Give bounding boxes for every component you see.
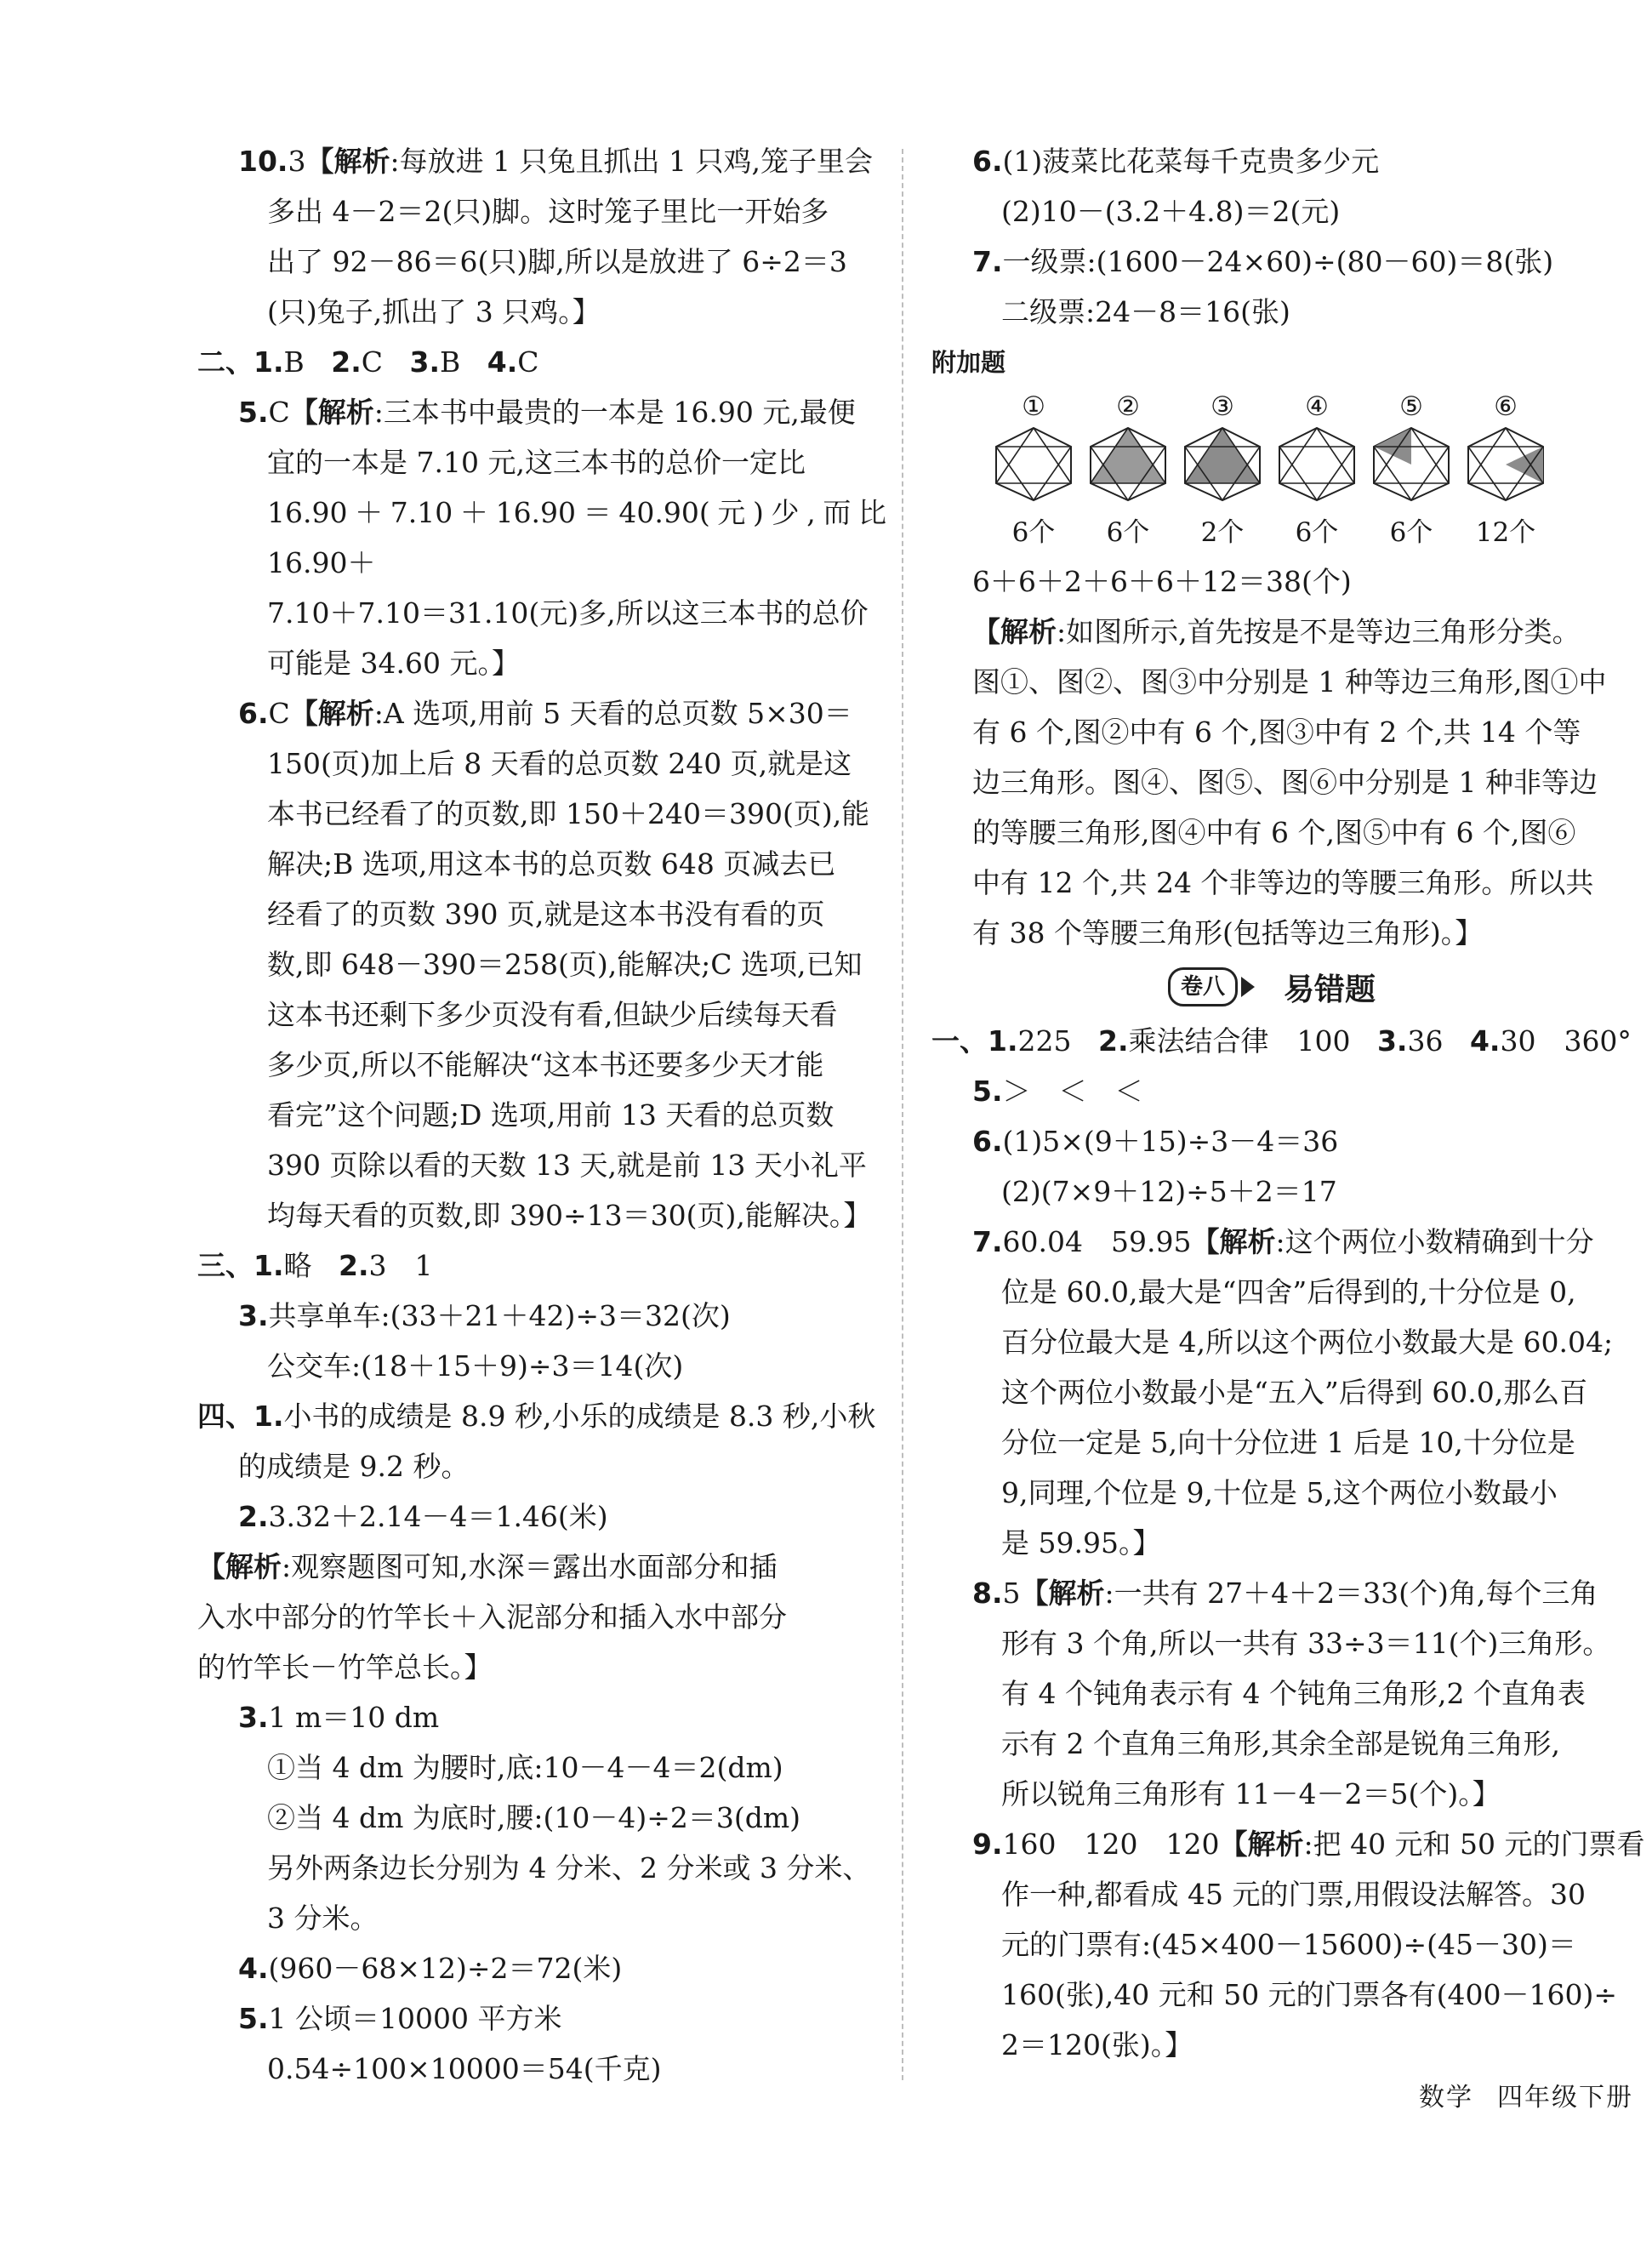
figure-number: ⑤ bbox=[1399, 391, 1423, 422]
answers-part-1: 一、1.225 2.乘法结合律 100 3.36 4.30 360° bbox=[931, 1024, 1632, 1058]
figure-number: ① bbox=[1022, 391, 1045, 422]
answer-1-8: 8.5【解析:一共有 27＋4＋2＝33(个)角,每个三角 形有 3 个角,所以一共有 33÷3＝11(个)三角形。 有 4 个钝角表示有 4 个钝角三角形,2 个直角表 示有 2 个直角三角形,其余全部是锐角三角形, 所以锐角三角形有 11－4－2＝5(个)。】 bbox=[972, 1577, 1611, 1810]
figure-number: ② bbox=[1116, 391, 1140, 422]
hexagon-figure-4 bbox=[1274, 388, 1359, 556]
answer-4-3: 3.1 m＝10 dm ①当 4 dm 为腰时,底:10－4－4＝2(dm) ②当 4 dm 为底时,腰:(10－4)÷2＝3(dm) 另外两条边长分别为 4 分米、2 分米或 3 分米、 3 分米。 bbox=[238, 1701, 871, 1935]
arrow-icon bbox=[1241, 977, 1255, 997]
triangle-count: 2个 bbox=[1200, 517, 1245, 548]
triangle-count: 6个 bbox=[1106, 517, 1150, 548]
extra-explanation: 【解析:如图所示,首先按是不是等边三角形分类。 图①、图②、图③中分别是 1 种等边三角形,图①中 有 6 个,图②中有 6 个,图③中有 2 个,共 14 个等 边三角形。图④、图⑤、图⑥中分别是 1 种非等边 的等腰三角形,图④中有 6 个,图⑤中有 6 个,图⑥ 中有 12 个,共 24 个非等边的等腰三角形。所以共 有 38 个等腰三角形(包括等边三角形)。】 bbox=[972, 615, 1607, 949]
section-header bbox=[897, 958, 1646, 1016]
hexagon-diagram bbox=[1463, 425, 1548, 502]
answer-7: 7.一级票:(1600－24×60)÷(80－60)＝8(张) 二级票:24－8＝16(张) bbox=[972, 245, 1554, 328]
footer-subject: 数学 bbox=[1419, 2083, 1473, 2113]
answer-1-6: 6.(1)5×(9＋15)÷3－4＝36 (2)(7×9＋12)÷5＋2＝17 bbox=[972, 1125, 1339, 1208]
answer-2-6: 6.C【解析:A 选项,用前 5 天看的总页数 5×30＝ 150(页)加上后 8 天看的总页数 240 页,就是这 本书已经看了的页数,即 150＋240＝390(页),能 解决;B 选项,用这本书的总页数 648 页减去已 经看了的页数 390 页,就是这本书没有看的页 数,即 648－390＝258(页),能解决;C 选项,已知 这本书还剩下多少页没有看,但缺少后续每天看 多少页,所以不能解决“这本书还要多少天才能 看完”这个问题;D 选项,用前 13 天看的总页数 390 页除以看的天数 13 天,就是前 13 天小礼平 均每天看的页数,即 390÷13＝30(页),能解决。】 bbox=[238, 697, 872, 1232]
volume-badge: 卷八 bbox=[1168, 967, 1255, 1006]
extra-sum: 6＋6＋2＋6＋6＋12＝38(个) bbox=[972, 565, 1352, 598]
column-divider bbox=[902, 149, 903, 2080]
section-3-answers: 三、1.略 2.3 1 bbox=[197, 1249, 433, 1282]
triangle-count: 6个 bbox=[1011, 517, 1056, 548]
hexagon-diagram bbox=[991, 425, 1076, 502]
answer-4-4: 4.(960－68×12)÷2＝72(米) bbox=[238, 1952, 623, 1985]
hexagon-diagram bbox=[1274, 425, 1359, 502]
figure-number: ③ bbox=[1211, 391, 1234, 422]
hexagon-figure-5 bbox=[1369, 388, 1454, 556]
hexagon-figure-6 bbox=[1463, 388, 1548, 556]
triangle-count: 6个 bbox=[1295, 517, 1339, 548]
figure-number: ④ bbox=[1305, 391, 1329, 422]
section-title: 易错题 bbox=[1284, 972, 1376, 1007]
answer-2-5: 5.C【解析:三本书中最贵的一本是 16.90 元,最便 宜的一本是 7.10 元,这三本书的总价一定比 16.90＋7.10＋16.90＝40.90(元)少,而比 16.90＋ 7.10＋7.10＝31.10(元)多,所以这三本书的总价 可能是 34.60 元。】 bbox=[238, 396, 886, 680]
answer-1-5: 5.＞ ＜ ＜ bbox=[972, 1075, 1143, 1108]
answer-4-1: 四、1.小书的成绩是 8.9 秒,小乐的成绩是 8.3 秒,小秋 的成绩是 9.2 秒。 bbox=[197, 1400, 876, 1483]
hexagon-diagram bbox=[1180, 425, 1265, 502]
answer-6: 6.(1)菠菜比花菜每千克贵多少元 (2)10－(3.2＋4.8)＝2(元) bbox=[972, 145, 1380, 228]
hexagon-figure-3 bbox=[1180, 388, 1265, 556]
hexagon-figure-1 bbox=[991, 388, 1076, 556]
hexagon-figure-2 bbox=[1085, 388, 1171, 556]
hexagon-diagram bbox=[1085, 425, 1171, 502]
answer-4-2: 2.3.32＋2.14－4＝1.46(米) 【解析:观察题图可知,水深＝露出水面部分和插 入水中部分的竹竿长＋入泥部分和插入水中部分 的竹竿长－竹竿总长。】 bbox=[197, 1500, 787, 1684]
footer-grade: 四年级下册 bbox=[1497, 2083, 1633, 2113]
hexagon-figures bbox=[991, 388, 1548, 556]
left-column bbox=[197, 136, 886, 2094]
triangle-count: 12个 bbox=[1475, 517, 1536, 548]
right-column bbox=[931, 136, 1646, 2070]
answer-3-3: 3.共享单车:(33＋21＋42)÷3＝32(次) 公交车:(18＋15＋9)÷3＝14(次) bbox=[238, 1299, 731, 1383]
page-footer bbox=[1419, 2076, 1652, 2113]
answer-4-5: 5.1 公顷＝10000 平方米 0.54÷100×10000＝54(千克) bbox=[238, 2002, 662, 2085]
section-2-answers: 二、1.B 2.C 3.B 4.C bbox=[197, 345, 539, 379]
triangle-count: 6个 bbox=[1389, 517, 1433, 548]
hexagon-diagram bbox=[1369, 425, 1454, 502]
extra-question-title: 附加题 bbox=[931, 348, 1006, 377]
answer-1-7: 7.60.04 59.95【解析:这个两位小数精确到十分 位是 60.0,最大是“四舍”后得到的,十分位是 0, 百分位最大是 4,所以这个两位小数最大是 60.04; 这个两位小数最小是“五入”后得到 60.0,那么百 分位一定是 5,向十分位进 1 后是 10,十分位是 9,同理,个位是 9,十位是 5,这个两位小数最小 是 59.95。】 bbox=[972, 1225, 1614, 1560]
answer-10: 10.3【解析:每放进 1 只兔且抓出 1 只鸡,笼子里会 多出 4－2＝2(只)脚。这时笼子里比一开始多 出了 92－86＝6(只)脚,所以是放进了 6÷2＝3 (只)兔子,抓出了 3 只鸡。】 bbox=[238, 145, 874, 328]
answer-1-9: 9.160 120 120【解析:把 40 元和 50 元的门票看 作一种,都看成 45 元的门票,用假设法解答。30 元的门票有:(45×400－15600)÷(45－30)＝ 160(张),40 元和 50 元的门票各有(400－160)÷ 2＝120(张)。】 bbox=[972, 1827, 1645, 2061]
figure-number: ⑥ bbox=[1494, 391, 1518, 422]
